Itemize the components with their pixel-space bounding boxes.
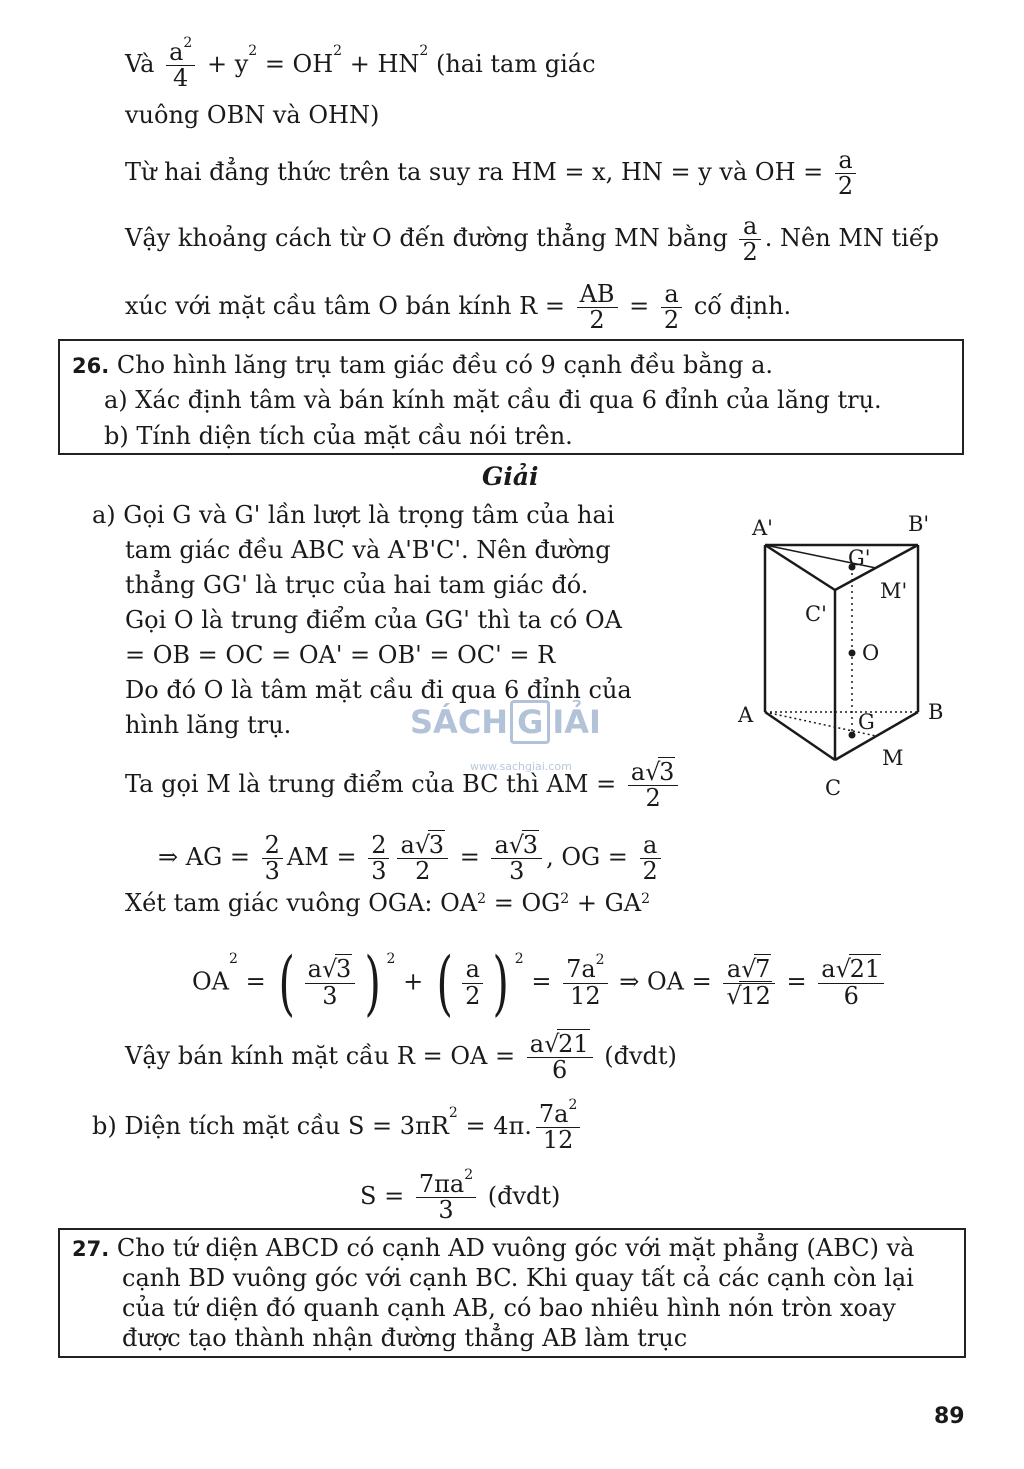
problem-number: 27. — [72, 1237, 110, 1261]
sol-a-4: Gọi O là trung điểm của GG' thì ta có OA — [125, 606, 622, 634]
sol-a-6: Do đó O là tâm mặt cầu đi qua 6 đỉnh của — [125, 676, 632, 704]
sol-m-line: Ta gọi M là trung điểm của BC thì AM = $\frac{a√ 3}{2}$ — [125, 760, 682, 811]
edge-bc — [835, 712, 918, 760]
label-b: B — [928, 700, 944, 724]
label-m1: M' — [880, 579, 908, 603]
fraction: $\frac{a}{2}$ — [835, 148, 856, 199]
problem-27-line-2: cạnh BD vuông góc với cạnh BC. Khi quay tất cả các cạnh còn lại — [122, 1264, 914, 1292]
label-b1: B' — [908, 512, 930, 536]
fraction: $\frac{a}{2}$ — [739, 214, 760, 265]
problem-27-line-3: của tứ diện đó quanh cạnh AB, có bao nhiêu hình nón tròn xoay — [122, 1294, 896, 1322]
label-g: G — [858, 710, 875, 734]
label-c: C — [825, 776, 842, 800]
line-5: xúc với mặt cầu tâm O bán kính R = $\frac{AB}{2}$ = $\frac{a}{2}$ cố định. — [125, 280, 792, 335]
fraction: $\frac{a√ 3}{2}$ — [397, 833, 448, 884]
fraction: $\frac{7a^2}{12}$ — [536, 1102, 581, 1153]
label-m: M — [882, 746, 904, 770]
point-o — [849, 650, 856, 657]
sol-ag-line: ⇒ AG = $\frac{2}{3}$ AM = $\frac{2}{3}$ $\frac{a√ 3}{2}$ = $\frac{a√ 3}{3}$ , OG = $\frac{a}{2}$ — [158, 833, 665, 884]
label-c1: C' — [805, 602, 827, 626]
label-g1: G' — [848, 546, 871, 570]
fraction: $\frac{a}{2}$ — [661, 282, 682, 333]
label-o: O — [862, 641, 880, 665]
problem-26-part-a: a) Xác định tâm và bán kính mặt cầu đi qua 6 đỉnh của lăng trụ. — [104, 386, 882, 414]
fraction: $\frac{2}{3}$ — [368, 833, 389, 884]
line-3: Từ hai đẳng thức trên ta suy ra HM = x, HN = y và OH = $\frac{a}{2}$ — [125, 148, 860, 199]
sol-a-1: a) Gọi G và G' lần lượt là trọng tâm của hai — [92, 501, 615, 529]
prism-figure — [730, 505, 960, 800]
sol-s-line: S = $\frac{7\pi a^2}{3}$ (đvdt) — [360, 1167, 561, 1225]
problem-27-line-4: được tạo thành nhận đường thẳng AB làm trục — [122, 1324, 688, 1352]
label-a1: A' — [752, 516, 773, 540]
fraction: $\frac{a√ 3}{2}$ — [628, 760, 679, 811]
sol-oga-line: Xét tam giác vuông OGA: $OA^2 = OG^2 + GA^2$ — [125, 889, 651, 917]
text: Và — [125, 50, 155, 79]
problem-27-line-1: 27. Cho tứ diện ABCD có cạnh AD vuông góc với mặt phẳng (ABC) và — [72, 1234, 915, 1262]
fraction: a√ 7 √ 12 — [723, 957, 775, 1008]
sol-r-line: Vậy bán kính mặt cầu R = OA = $\frac{a√ 21}{6}$ (đvdt) — [125, 1032, 677, 1083]
line-1: Và $\frac{a^2}{4}$ + $y^2 = OH^2 + HN^2$ (hai tam giác — [125, 35, 596, 93]
fraction: $\frac{a^2}{4}$ — [166, 40, 195, 91]
problem-number: 26. — [72, 354, 110, 378]
sol-a-3: thẳng GG' là trục của hai tam giác đó. — [125, 571, 589, 599]
fraction: $\frac{a}{2}$ — [640, 833, 661, 884]
fraction: $\frac{a√ 21}{6}$ — [527, 1032, 593, 1083]
line-4: Vậy khoảng cách từ O đến đường thẳng MN bằng $\frac{a}{2}$ . Nên MN tiếp — [125, 212, 939, 267]
solution-heading: Giải — [482, 462, 539, 491]
fraction: $\frac{7a^2}{12}$ — [563, 957, 608, 1008]
fraction: $\frac{2}{3}$ — [262, 833, 283, 884]
problem-26-part-b: b) Tính diện tích của mặt cầu nói trên. — [104, 422, 573, 450]
fraction: $\frac{a}{2}$ — [462, 957, 483, 1008]
sol-b-line: b) Diện tích mặt cầu $S = 3\pi R^2 = 4\pi$. $\frac{7a^2}{12}$ — [92, 1102, 584, 1153]
fraction: $\frac{a√ 3}{3}$ — [305, 957, 356, 1008]
line-2: vuông OBN và OHN) — [125, 101, 380, 129]
point-g — [849, 732, 856, 739]
sol-a-2: tam giác đều ABC và A'B'C'. Nên đường — [125, 536, 611, 564]
watermark-logo: SÁCH G IẢI — [410, 700, 601, 744]
fraction: $\frac{a√ 3}{3}$ — [491, 833, 542, 884]
sol-a-7: hình lăng trụ. — [125, 711, 292, 739]
fraction: $\frac{a√ 21}{6}$ — [818, 957, 884, 1008]
problem-26-statement: 26. Cho hình lăng trụ tam giác đều có 9 cạnh đều bằng a. — [72, 351, 774, 379]
sol-a-5: = OB = OC = OA' = OB' = OC' = R — [125, 641, 556, 669]
page-number: 89 — [934, 1404, 965, 1429]
label-a: A — [738, 703, 754, 727]
sol-oa-equation: $OA^2$ = ( $\frac{a√ 3}{3}$ ) $^2$ + ( $\frac{a}{2}$ ) $^2$ = $\frac{7a^2}{12}$ ⇒ OA = a√ 7 √ 12 = $\frac{a√ 21}{6}$ — [192, 948, 888, 1018]
fraction: $\frac{7\pi a^2}{3}$ — [416, 1172, 476, 1223]
fraction: $\frac{AB}{2}$ — [577, 282, 618, 333]
watermark-url: www.sachgiai.com — [470, 760, 572, 773]
